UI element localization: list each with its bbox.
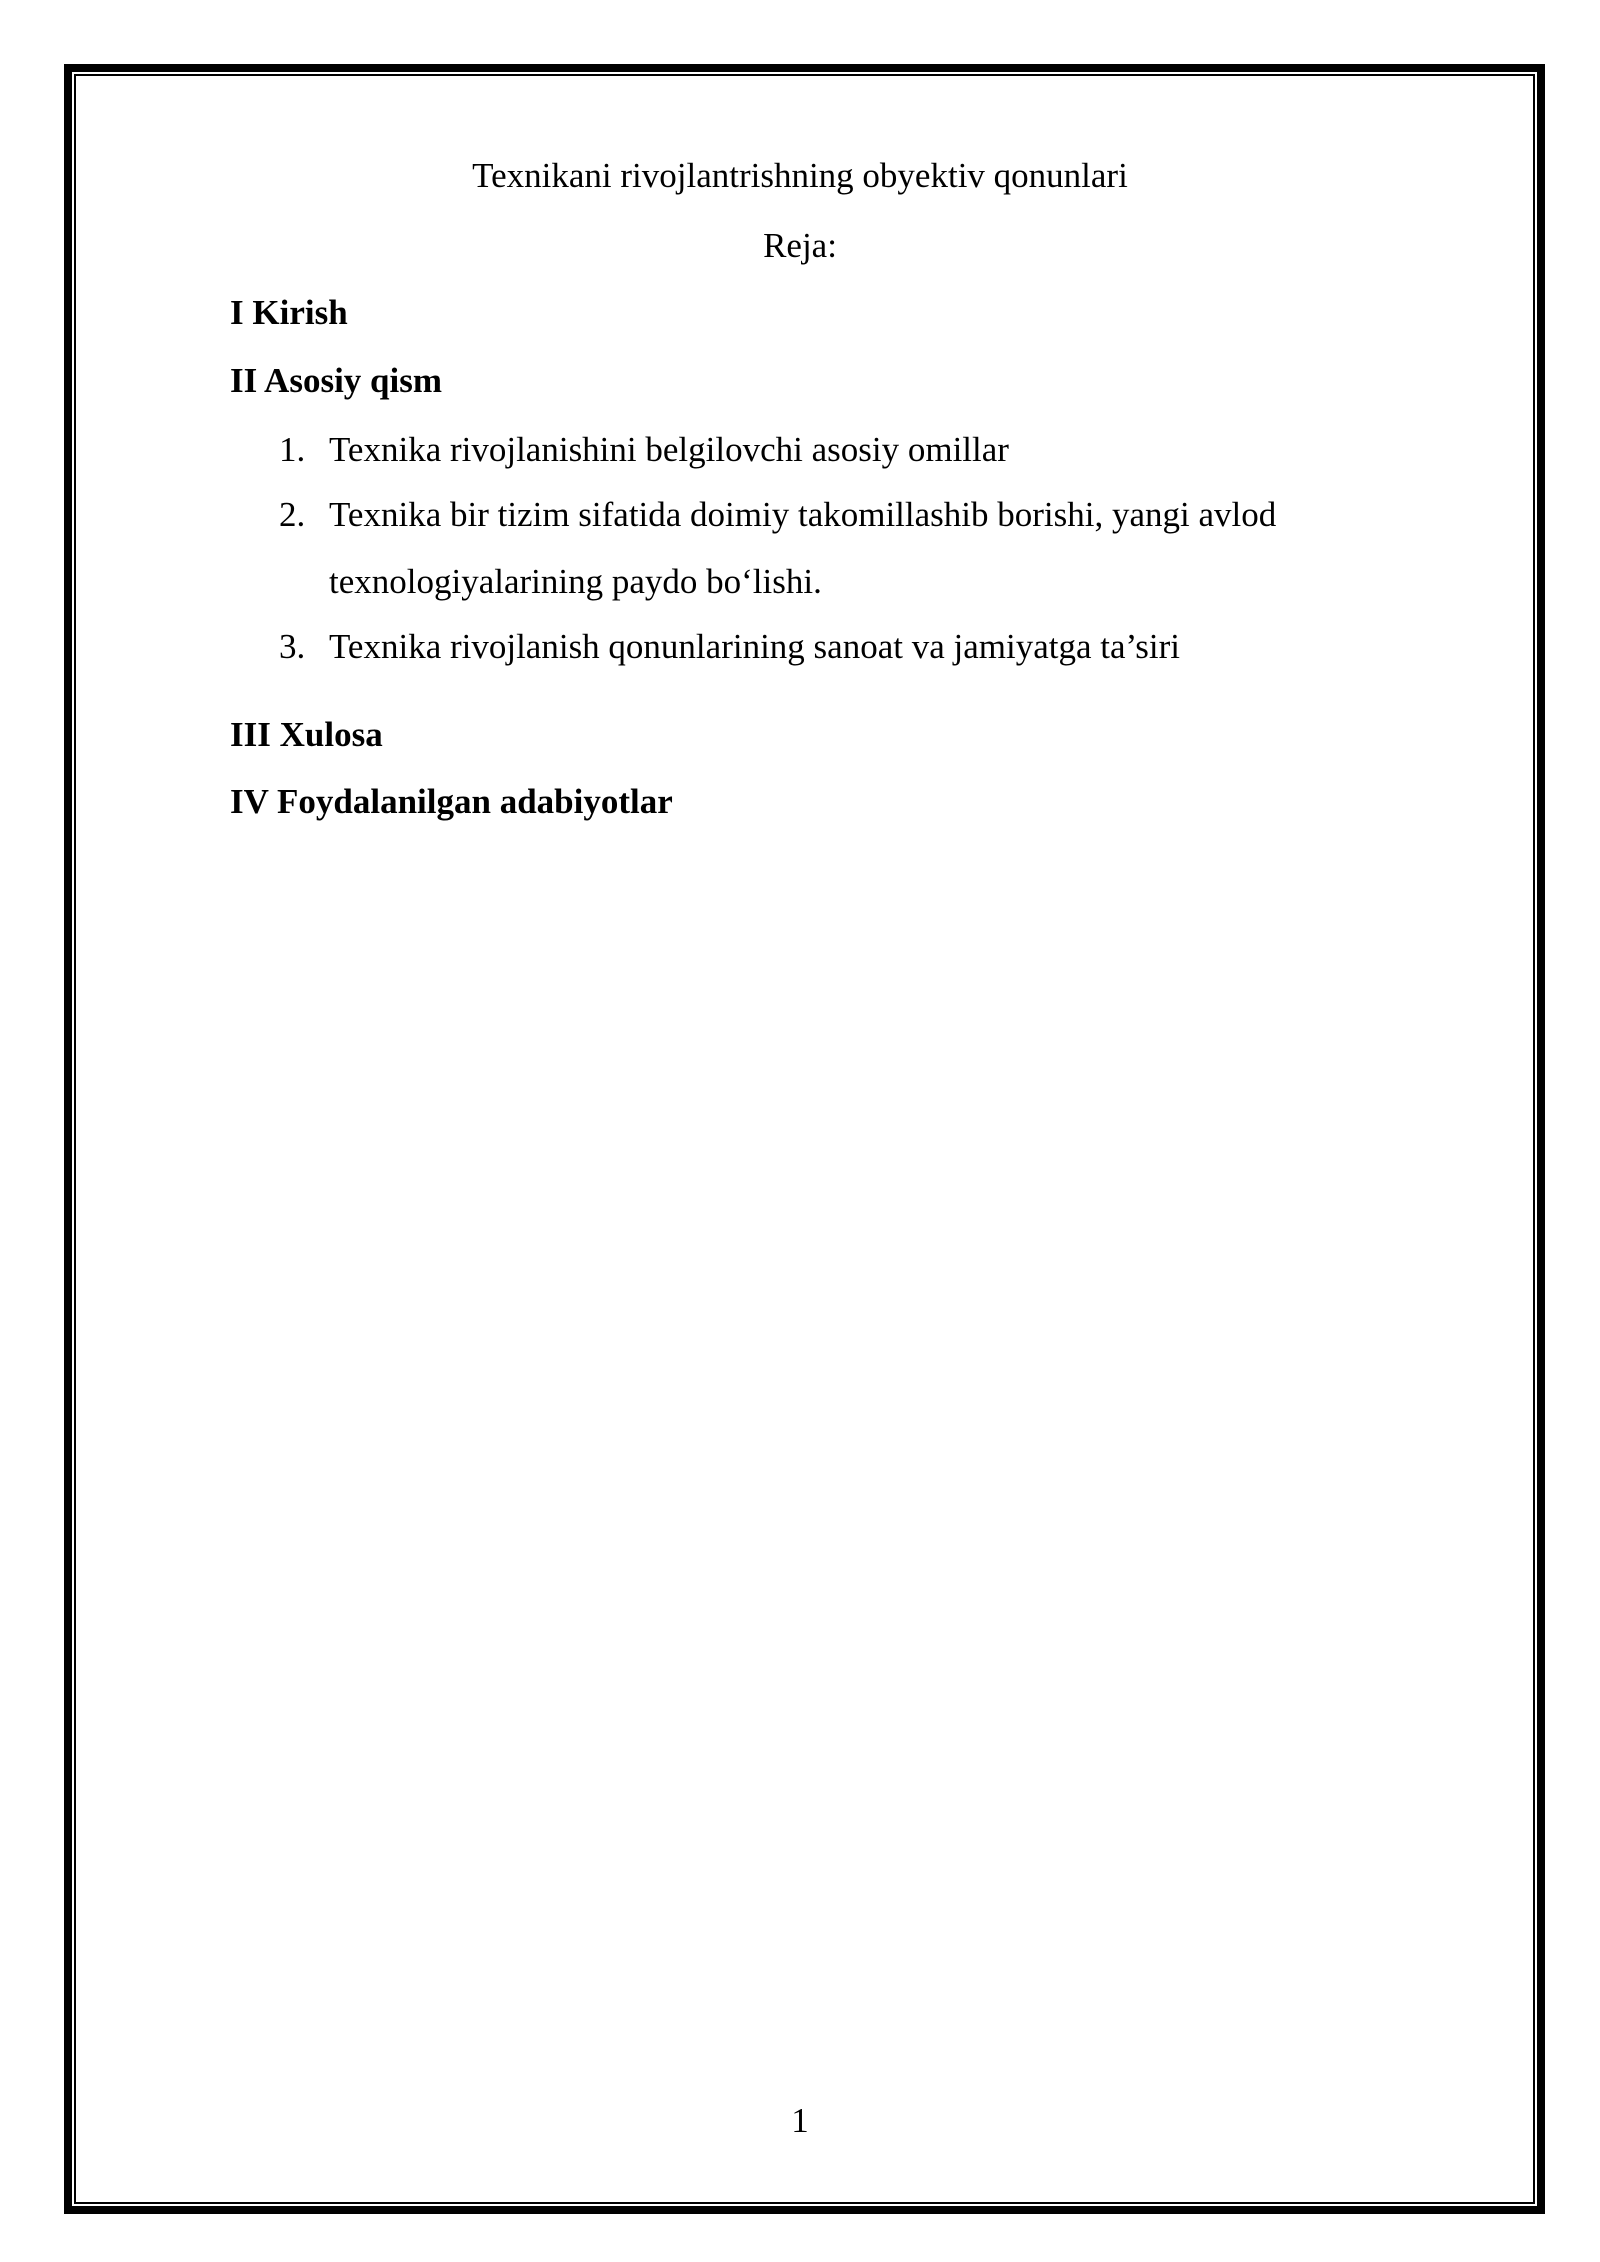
section-main: II Asosiy qism bbox=[230, 361, 443, 400]
section-references: IV Foydalanilgan adabiyotlar bbox=[230, 782, 673, 821]
list-item: Texnika rivojlanishini belgilovchi asosiy omillar bbox=[329, 430, 1009, 469]
list-number: 2. bbox=[279, 495, 306, 534]
plan-label: Reja: bbox=[763, 226, 837, 265]
list-item: Texnika bir tizim sifatida doimiy takomillashib borishi, yangi avlod bbox=[329, 495, 1277, 534]
page-number: 1 bbox=[791, 2101, 809, 2140]
section-conclusion: III Xulosa bbox=[230, 715, 383, 754]
list-number: 1. bbox=[279, 430, 306, 469]
document-title: Texnikani rivojlantrishning obyektiv qonunlari bbox=[472, 156, 1128, 195]
list-item: Texnika rivojlanish qonunlarining sanoat va jamiyatga ta’siri bbox=[329, 627, 1180, 666]
section-intro: I Kirish bbox=[230, 293, 348, 332]
list-number: 3. bbox=[279, 627, 306, 666]
list-item-continuation: texnologiyalarining paydo bo‘lishi. bbox=[329, 562, 822, 601]
